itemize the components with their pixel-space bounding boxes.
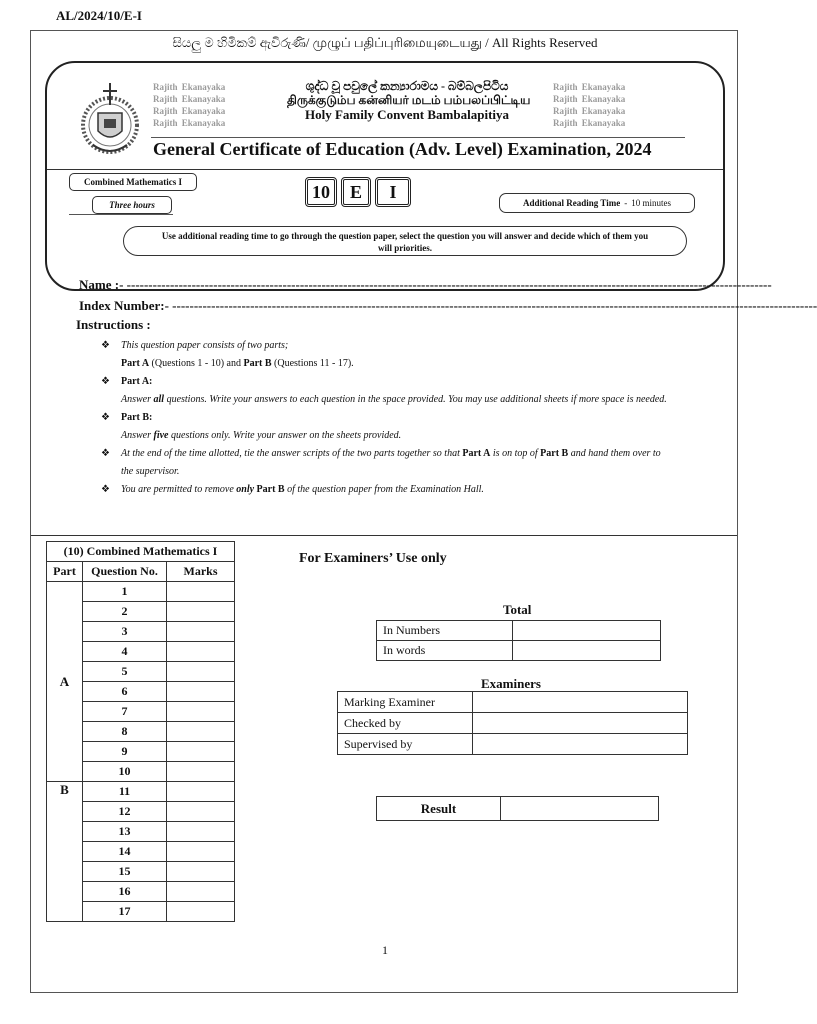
rights-notice: සියලු ම හිමිකම් ඇවිරුණි/ முழுப் பதிப்புரிமையுடையது / All Rights Reserved (172, 35, 598, 50)
part-a-cell: A (47, 582, 83, 782)
duration-label: Three hours (92, 196, 172, 214)
instruction-text: Answer (121, 394, 154, 405)
result-label: Result (377, 797, 501, 821)
in-words-field[interactable] (513, 641, 661, 661)
question-number: 7 (83, 702, 167, 722)
marks-cell[interactable] (167, 822, 235, 842)
watermark-line: Rajith Ekanayaka (553, 82, 626, 92)
question-number: 3 (83, 622, 167, 642)
col-question-header: Question No. (83, 562, 167, 582)
instruction-heading: Part A: (121, 376, 153, 387)
index-number-dashes: ----------------------------------------------------------------------------------------------------------------------------------------------------- (172, 298, 817, 313)
school-name-english: Holy Family Convent Bambalapitiya (304, 107, 510, 122)
reading-time-box (499, 193, 695, 213)
marks-cell[interactable] (167, 802, 235, 822)
question-number: 8 (83, 722, 167, 742)
instruction-item (101, 373, 671, 409)
diamond-bullet-icon: ❖ (101, 412, 110, 423)
marks-cell[interactable] (167, 742, 235, 762)
watermark-line: Rajith Ekanayaka (153, 118, 226, 128)
instruction-text: (Questions 11 - 17). (271, 358, 354, 369)
instruction-heading: Part B: (121, 412, 153, 423)
medium-box: E (341, 177, 371, 207)
watermark-line: Rajith Ekanayaka (553, 94, 626, 104)
marks-cell[interactable] (167, 722, 235, 742)
part-b-ref: Part B (540, 448, 569, 459)
table-row (47, 782, 235, 802)
instruction-text: questions only. Write your answer on the sheets provided. (168, 430, 402, 441)
subject-number-box: 10 (305, 177, 337, 207)
table-row (338, 692, 688, 713)
table-row (338, 713, 688, 734)
marking-examiner-field[interactable] (473, 692, 688, 713)
instruction-emphasis: five (153, 430, 169, 441)
section-divider (31, 535, 737, 536)
index-number-field (79, 298, 817, 314)
instruction-item (101, 409, 671, 445)
examiners-heading: Examiners (481, 676, 541, 691)
col-marks-header: Marks (167, 562, 235, 582)
marking-examiner-label: Marking Examiner (338, 692, 473, 713)
marks-cell[interactable] (167, 682, 235, 702)
reading-time-separator: - (624, 198, 628, 208)
watermark-line: Rajith Ekanayaka (153, 94, 226, 104)
instruction-text: Answer (121, 430, 154, 441)
instruction-text: is on top of (490, 448, 541, 459)
instruction-text: You are permitted to remove (121, 484, 237, 495)
exam-title: General Certificate of Education (Adv. Level) Examination, 2024 (153, 139, 652, 159)
question-number: 4 (83, 642, 167, 662)
reading-time-label: Additional Reading Time (523, 198, 621, 208)
watermark-line: Rajith Ekanayaka (153, 82, 226, 92)
subject-label: Combined Mathematics I (69, 173, 197, 191)
question-number: 10 (83, 762, 167, 782)
instruction-emphasis: all (153, 394, 165, 405)
instruction-item (101, 445, 671, 481)
supervised-by-field[interactable] (473, 734, 688, 755)
instruction-text: This question paper consists of two parts; (121, 340, 289, 351)
question-number: 9 (83, 742, 167, 762)
marks-cell[interactable] (167, 582, 235, 602)
instruction-item (101, 337, 671, 373)
banner-divider (47, 169, 723, 170)
diamond-bullet-icon: ❖ (101, 340, 110, 351)
question-number: 12 (83, 802, 167, 822)
in-numbers-field[interactable] (513, 621, 661, 641)
marks-cell[interactable] (167, 762, 235, 782)
marks-table (46, 541, 235, 922)
instruction-item (101, 481, 671, 499)
instruction-text: of the question paper from the Examination Hall. (284, 484, 484, 495)
watermark-line: Rajith Ekanayaka (153, 106, 226, 116)
question-number: 11 (83, 782, 167, 802)
watermark-line: Rajith Ekanayaka (553, 118, 626, 128)
marks-cell[interactable] (167, 902, 235, 922)
school-crest-icon (79, 81, 141, 161)
school-name-sinhala: ශුද්ධ වූ පවුලේ කන්‍යාරාමය - බම්බලපිටිය (305, 79, 509, 93)
instruction-text: At the end of the time allotted, tie the answer scripts of the two parts together so that (121, 448, 463, 459)
table-row (47, 582, 235, 602)
question-number: 1 (83, 582, 167, 602)
checked-by-label: Checked by (338, 713, 473, 734)
watermark-left (153, 81, 279, 129)
examiners-use-heading: For Examiners’ Use only (299, 551, 447, 566)
part-a-ref: Part A (121, 358, 150, 369)
col-part-header: Part (47, 562, 83, 582)
result-table (376, 796, 659, 821)
marks-cell[interactable] (167, 782, 235, 802)
examiners-table (337, 691, 688, 755)
question-number: 16 (83, 882, 167, 902)
marks-cell[interactable] (167, 882, 235, 902)
question-number: 15 (83, 862, 167, 882)
watermark-right (553, 81, 679, 129)
exam-banner (45, 61, 725, 291)
question-number: 2 (83, 602, 167, 622)
subject-underline (69, 214, 173, 215)
page-frame (30, 30, 817, 993)
total-heading: Total (503, 602, 532, 617)
question-number: 14 (83, 842, 167, 862)
checked-by-field[interactable] (473, 713, 688, 734)
result-field[interactable] (501, 797, 659, 821)
page-number: 1 (382, 943, 388, 957)
watermark-line: Rajith Ekanayaka (553, 106, 626, 116)
marks-cell[interactable] (167, 662, 235, 682)
school-name-tamil: திருக்குடும்ப கன்னியர் மடம் பம்பலப்பிட்டிய (287, 93, 531, 107)
marks-cell[interactable] (167, 602, 235, 622)
table-row (377, 797, 659, 821)
in-words-label: In words (377, 641, 513, 661)
marks-table-title: (10) Combined Mathematics I (47, 542, 235, 562)
part-b-ref: Part B (243, 358, 272, 369)
paper-number-box: I (375, 177, 411, 207)
instruction-emphasis: only (236, 484, 255, 495)
instructions-heading: Instructions : (76, 317, 151, 332)
name-field (79, 277, 772, 293)
marks-cell[interactable] (167, 622, 235, 642)
instructions-list (101, 337, 671, 499)
paper-code-boxes (305, 177, 411, 207)
table-row (377, 641, 661, 661)
question-number: 6 (83, 682, 167, 702)
marks-cell[interactable] (167, 842, 235, 862)
marks-cell[interactable] (167, 702, 235, 722)
diamond-bullet-icon: ❖ (101, 484, 110, 495)
table-row (338, 734, 688, 755)
instruction-text: and hand them over to the supervisor. (121, 448, 661, 477)
paper-code: AL/2024/10/E-I (56, 8, 142, 23)
question-number: 13 (83, 822, 167, 842)
reading-time-value: 10 minutes (631, 198, 671, 208)
name-dashes: ----------------------------------------------------------------------------------------------------------------------------------------------------- (126, 277, 772, 292)
total-table (376, 620, 661, 661)
part-b-cell: B (47, 782, 83, 922)
diamond-bullet-icon: ❖ (101, 448, 110, 459)
question-number: 5 (83, 662, 167, 682)
supervised-by-label: Supervised by (338, 734, 473, 755)
diamond-bullet-icon: ❖ (101, 376, 110, 387)
question-number: 17 (83, 902, 167, 922)
part-a-ref: Part A (462, 448, 491, 459)
in-numbers-label: In Numbers (377, 621, 513, 641)
instruction-text: questions. Write your answers to each question in the space provided. You may use additional sheets if more space is needed. (164, 394, 667, 405)
instruction-text: (Questions 1 - 10) and (149, 358, 244, 369)
marks-cell[interactable] (167, 642, 235, 662)
index-number-label: Index Number:- (79, 298, 169, 313)
part-b-ref: Part B (254, 484, 285, 495)
table-row (377, 621, 661, 641)
title-divider (151, 137, 685, 138)
name-label: Name :- (79, 277, 124, 292)
reading-time-advice: Use additional reading time to go through the question paper, select the question you will answer and decide which of them you will priorities. (123, 226, 687, 256)
marks-cell[interactable] (167, 862, 235, 882)
